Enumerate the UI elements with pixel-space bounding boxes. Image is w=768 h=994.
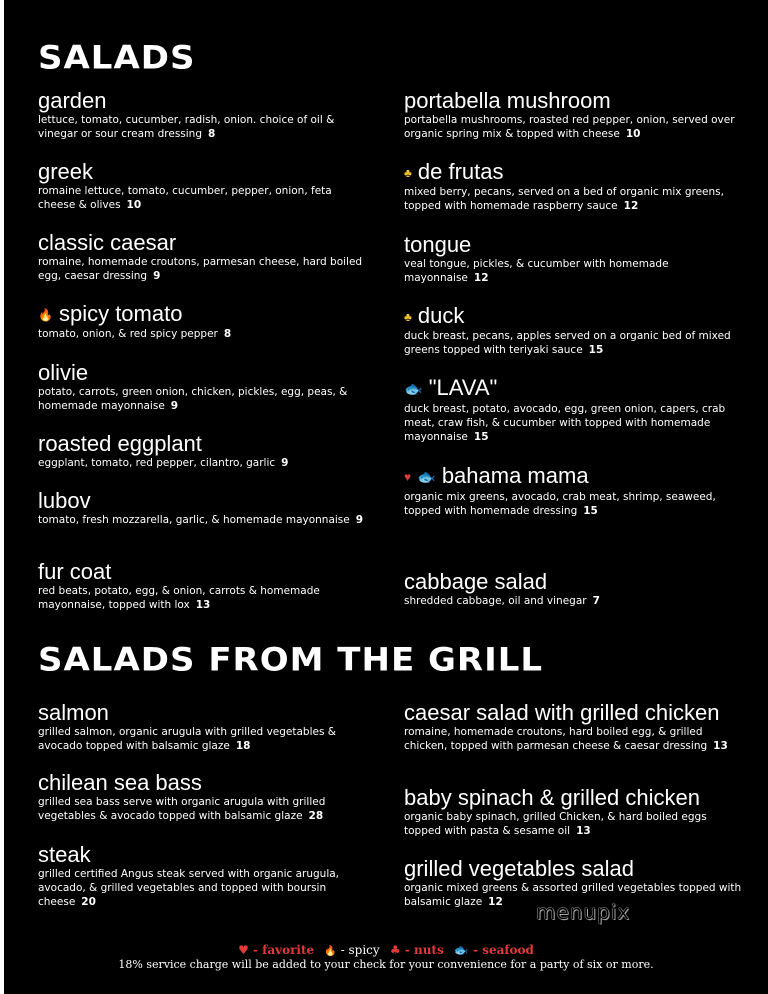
seafood-icon: 🐟 xyxy=(404,381,423,398)
menu-item-greek xyxy=(38,160,368,212)
spicy-icon: 🔥 xyxy=(38,308,53,322)
menu-page xyxy=(4,0,768,994)
item-desc: red beats, potato, egg, & onion, carrots & homemade mayonnaise, topped with lox 13 xyxy=(38,585,320,611)
item-desc: grilled sea bass serve with organic arugula with grilled vegetables & avocado topped with balsamic glaze 28 xyxy=(38,796,326,822)
item-name: classic caesar xyxy=(38,230,177,255)
item-name: cabbage salad xyxy=(404,569,548,594)
item-desc: veal tongue, pickles, & cucumber with homemade mayonnaise 12 xyxy=(404,258,669,284)
legend-spicy: 🔥 - spicy xyxy=(324,943,380,957)
menu-item-garden xyxy=(38,89,368,141)
item-price: 12 xyxy=(473,272,489,284)
legend-seafood: 🐟 - seafood xyxy=(453,943,534,957)
item-desc: duck breast, pecans, apples served on a organic bed of mixed greens topped with teriyaki sauce 15 xyxy=(404,330,731,356)
menu-item-roasted-eggplant xyxy=(38,432,368,470)
menu-item-salmon xyxy=(38,701,368,753)
item-desc: duck breast, potato, avocado, egg, green onion, capers, crab meat, craw fish, & cucumber with topped with homemade mayonnaise 15 xyxy=(404,403,726,443)
item-desc: mixed berry, pecans, served on a bed of organic mix greens, topped with homemade raspberry sauce 12 xyxy=(404,186,724,212)
service-charge-note: 18% service charge will be added to your check for your convenience for a party of six or more. xyxy=(118,958,654,971)
item-price: 8 xyxy=(208,128,216,140)
section-title-grill: SALADS FROM THE GRILL xyxy=(38,641,544,679)
item-price: 10 xyxy=(126,199,142,211)
item-price: 7 xyxy=(592,595,600,607)
item-price: 12 xyxy=(623,200,639,212)
item-name: roasted eggplant xyxy=(38,431,202,456)
item-name: garden xyxy=(38,88,107,113)
item-price: 15 xyxy=(473,431,489,443)
spicy-icon: 🔥 xyxy=(324,946,337,957)
item-desc: organic mix greens, avocado, crab meat, shrimp, seaweed, topped with homemade dressing 15 xyxy=(404,491,716,517)
item-name: 🐟 "LAVA" xyxy=(404,375,498,400)
item-desc: romaine, homemade croutons, hard boiled egg, & grilled chicken, topped with parmesan cheese & caesar dressing 13 xyxy=(404,726,728,752)
legend-nuts: ♣ - nuts xyxy=(389,943,444,957)
item-name: ♣ duck xyxy=(404,303,465,328)
item-name: ♥ 🐟 bahama mama xyxy=(404,463,589,488)
item-name: steak xyxy=(38,842,91,867)
item-price: 13 xyxy=(576,825,591,837)
item-price: 13 xyxy=(195,599,211,611)
watermark: menupix xyxy=(536,900,631,924)
seafood-icon: 🐟 xyxy=(417,469,436,486)
item-name: greek xyxy=(38,159,94,184)
item-price: 15 xyxy=(583,505,598,517)
item-name: tongue xyxy=(404,232,472,257)
menu-item-lubov xyxy=(38,489,378,527)
item-name: olivie xyxy=(38,360,89,385)
item-name: 🔥 spicy tomato xyxy=(38,301,183,326)
item-price: 9 xyxy=(281,457,289,469)
menu-item-tongue xyxy=(404,233,744,285)
nuts-icon: ♣ xyxy=(404,166,412,180)
menu-item-caesar-grilled-chicken xyxy=(404,701,749,753)
item-desc: grilled certified Angus steak served with organic arugula, avocado, & grilled vegetables and topped with boursin cheese 20 xyxy=(38,868,340,908)
item-name: grilled vegetables salad xyxy=(404,856,634,881)
menu-item-cabbage-salad xyxy=(404,570,744,608)
menu-item-chilean-sea-bass xyxy=(38,771,368,823)
item-desc: organic mixed greens & assorted grilled vegetables topped with balsamic glaze 12 xyxy=(404,882,742,908)
menu-item-portabella-mushroom xyxy=(404,89,744,141)
item-price: 18 xyxy=(235,740,251,752)
item-desc: tomato, fresh mozzarella, garlic, & homemade mayonnaise 9 xyxy=(38,514,364,526)
menu-item-baby-spinach xyxy=(404,786,744,838)
item-name: salmon xyxy=(38,700,109,725)
item-name: ♣ de frutas xyxy=(404,159,504,184)
item-desc: shredded cabbage, oil and vinegar 7 xyxy=(404,595,600,607)
item-name: chilean sea bass xyxy=(38,770,202,795)
item-desc: lettuce, tomato, cucumber, radish, onion. choice of oil & vinegar or sour cream dressing 8 xyxy=(38,114,335,140)
item-desc: romaine, homemade croutons, parmesan cheese, hard boiled egg, caesar dressing 9 xyxy=(38,256,363,282)
item-desc: portabella mushrooms, roasted red pepper, onion, served over organic spring mix & topped with cheese 10 xyxy=(404,114,735,140)
item-name: caesar salad with grilled chicken xyxy=(404,700,720,725)
seafood-icon: 🐟 xyxy=(453,943,469,957)
menu-item-bahama-mama xyxy=(404,464,749,518)
menu-item-de-frutas xyxy=(404,160,744,213)
item-price: 8 xyxy=(223,328,232,340)
item-desc: potato, carrots, green onion, chicken, pickles, egg, peas, & homemade mayonnaise 9 xyxy=(38,386,348,412)
item-price: 28 xyxy=(308,810,324,822)
legend-favorite: ♥ - favorite xyxy=(238,943,315,957)
item-name: lubov xyxy=(38,488,91,513)
legend xyxy=(4,943,768,957)
menu-item-olivie xyxy=(38,361,368,413)
nuts-icon: ♣ xyxy=(404,310,412,324)
item-price: 9 xyxy=(170,400,179,412)
menu-item-fur-coat xyxy=(38,560,368,612)
item-price: 12 xyxy=(488,896,503,908)
menu-item-lava xyxy=(404,376,744,444)
item-name: fur coat xyxy=(38,559,112,584)
item-desc: romaine lettuce, tomato, cucumber, pepper, onion, feta cheese & olives 10 xyxy=(38,185,332,211)
item-price: 20 xyxy=(81,896,96,908)
item-price: 9 xyxy=(153,270,161,282)
favorite-icon: ♥ xyxy=(238,943,249,957)
item-price: 9 xyxy=(355,514,364,526)
item-desc: eggplant, tomato, red pepper, cilantro, garlic 9 xyxy=(38,457,289,469)
menu-item-spicy-tomato xyxy=(38,302,368,341)
item-price: 10 xyxy=(625,128,641,140)
item-desc: tomato, onion, & red spicy pepper 8 xyxy=(38,328,232,340)
favorite-icon: ♥ xyxy=(404,470,412,484)
menu-item-steak xyxy=(38,843,368,909)
item-price: 15 xyxy=(588,344,604,356)
menu-item-classic-caesar xyxy=(38,231,368,283)
section-title-salads: SALADS xyxy=(38,39,196,77)
item-name: portabella mushroom xyxy=(404,88,611,113)
item-desc: grilled salmon, organic arugula with grilled vegetables & avocado topped with balsamic glaze 18 xyxy=(38,726,336,752)
menu-item-duck xyxy=(404,304,744,357)
item-name: baby spinach & grilled chicken xyxy=(404,785,700,810)
item-price: 13 xyxy=(713,740,728,752)
nuts-icon: ♣ xyxy=(389,943,401,957)
item-desc: organic baby spinach, grilled Chicken, & hard boiled eggs topped with pasta & sesame oil 13 xyxy=(404,811,707,837)
